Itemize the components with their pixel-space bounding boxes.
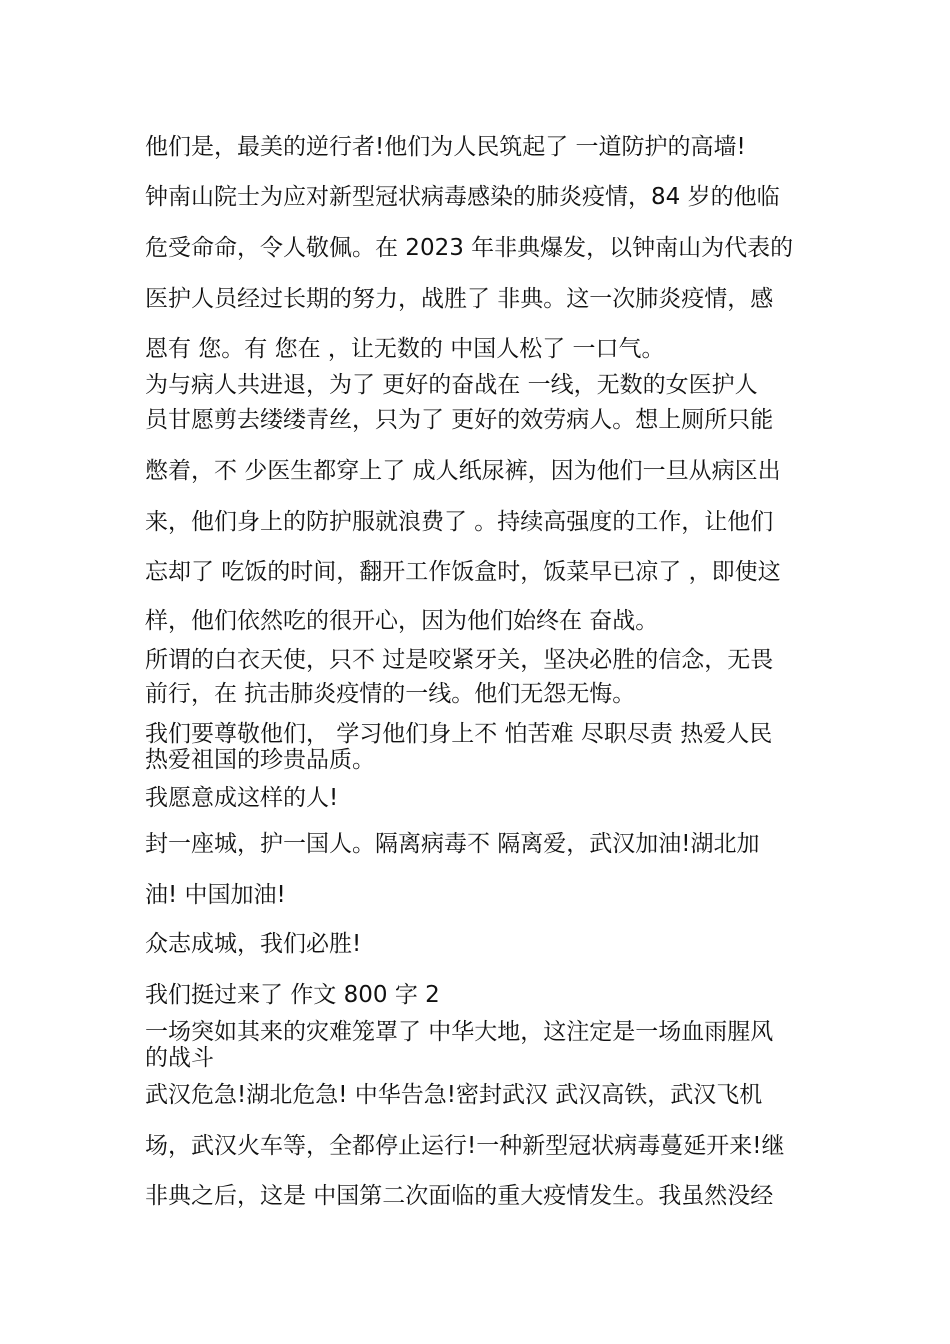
text-line: 我们要尊敬他们， 学习他们身上不 怕苦难 尽职尽责 热爱人民 <box>145 721 773 747</box>
text-line: 非典之后，这是 中国第二次面临的重大疫情发生。我虽然没经 <box>145 1183 774 1209</box>
text-line: 所谓的白衣天使，只不 过是咬紧牙关，坚决必胜的信念，无畏 <box>145 647 774 673</box>
text-line: 热爱祖国的珍贵品质。 <box>145 747 375 773</box>
text-line: 一场突如其来的灾难笼罩了 中华大地，这注定是一场血雨腥风 <box>145 1019 774 1045</box>
text-line: 样，他们依然吃的很开心，因为他们始终在 奋战。 <box>145 608 659 634</box>
text-line: 武汉危急!湖北危急! 中华告急!密封武汉 武汉高铁，武汉飞机 <box>145 1082 763 1108</box>
text-line: 忘却了 吃饭的时间，翻开工作饭盒时，饭菜早已凉了 ，即使这 <box>145 559 781 585</box>
text-line: 封一座城，护一国人。隔离病毒不 隔离爱，武汉加油!湖北加 <box>145 831 760 857</box>
text-line: 钟南山院士为应对新型冠状病毒感染的肺炎疫情，84 岁的他临 <box>145 184 780 210</box>
text-line: 来，他们身上的防护服就浪费了 。持续高强度的工作，让他们 <box>145 509 774 535</box>
text-line: 我们挺过来了 作文 800 字 2 <box>145 982 440 1008</box>
text-line: 恩有 您。有 您在 ，让无数的 中国人松了 一口气。 <box>145 336 665 362</box>
text-line: 为与病人共进退，为了 更好的奋战在 一线，无数的女医护人 <box>145 372 758 398</box>
text-line: 场，武汉火车等，全都停止运行!一种新型冠状病毒蔓延开来!继 <box>145 1133 785 1159</box>
text-line: 危受命命，令人敬佩。在 2023 年非典爆发，以钟南山为代表的 <box>145 235 794 261</box>
text-line: 他们是，最美的逆行者!他们为人民筑起了 一道防护的高墙! <box>145 134 746 160</box>
text-line: 油! 中国加油! <box>145 882 286 908</box>
text-line: 的战斗 <box>145 1045 214 1071</box>
text-line: 众志成城，我们必胜! <box>145 931 362 957</box>
text-line: 员甘愿剪去缕缕青丝，只为了 更好的效劳病人。想上厕所只能 <box>145 407 774 433</box>
text-line: 我愿意成这样的人! <box>145 785 339 811</box>
text-line: 憋着，不 少医生都穿上了 成人纸尿裤，因为他们一旦从病区出 <box>145 458 781 484</box>
text-line: 前行，在 抗击肺炎疫情的一线。他们无怨无悔。 <box>145 681 636 707</box>
text-line: 医护人员经过长期的努力，战胜了 非典。这一次肺炎疫情，感 <box>145 286 774 312</box>
